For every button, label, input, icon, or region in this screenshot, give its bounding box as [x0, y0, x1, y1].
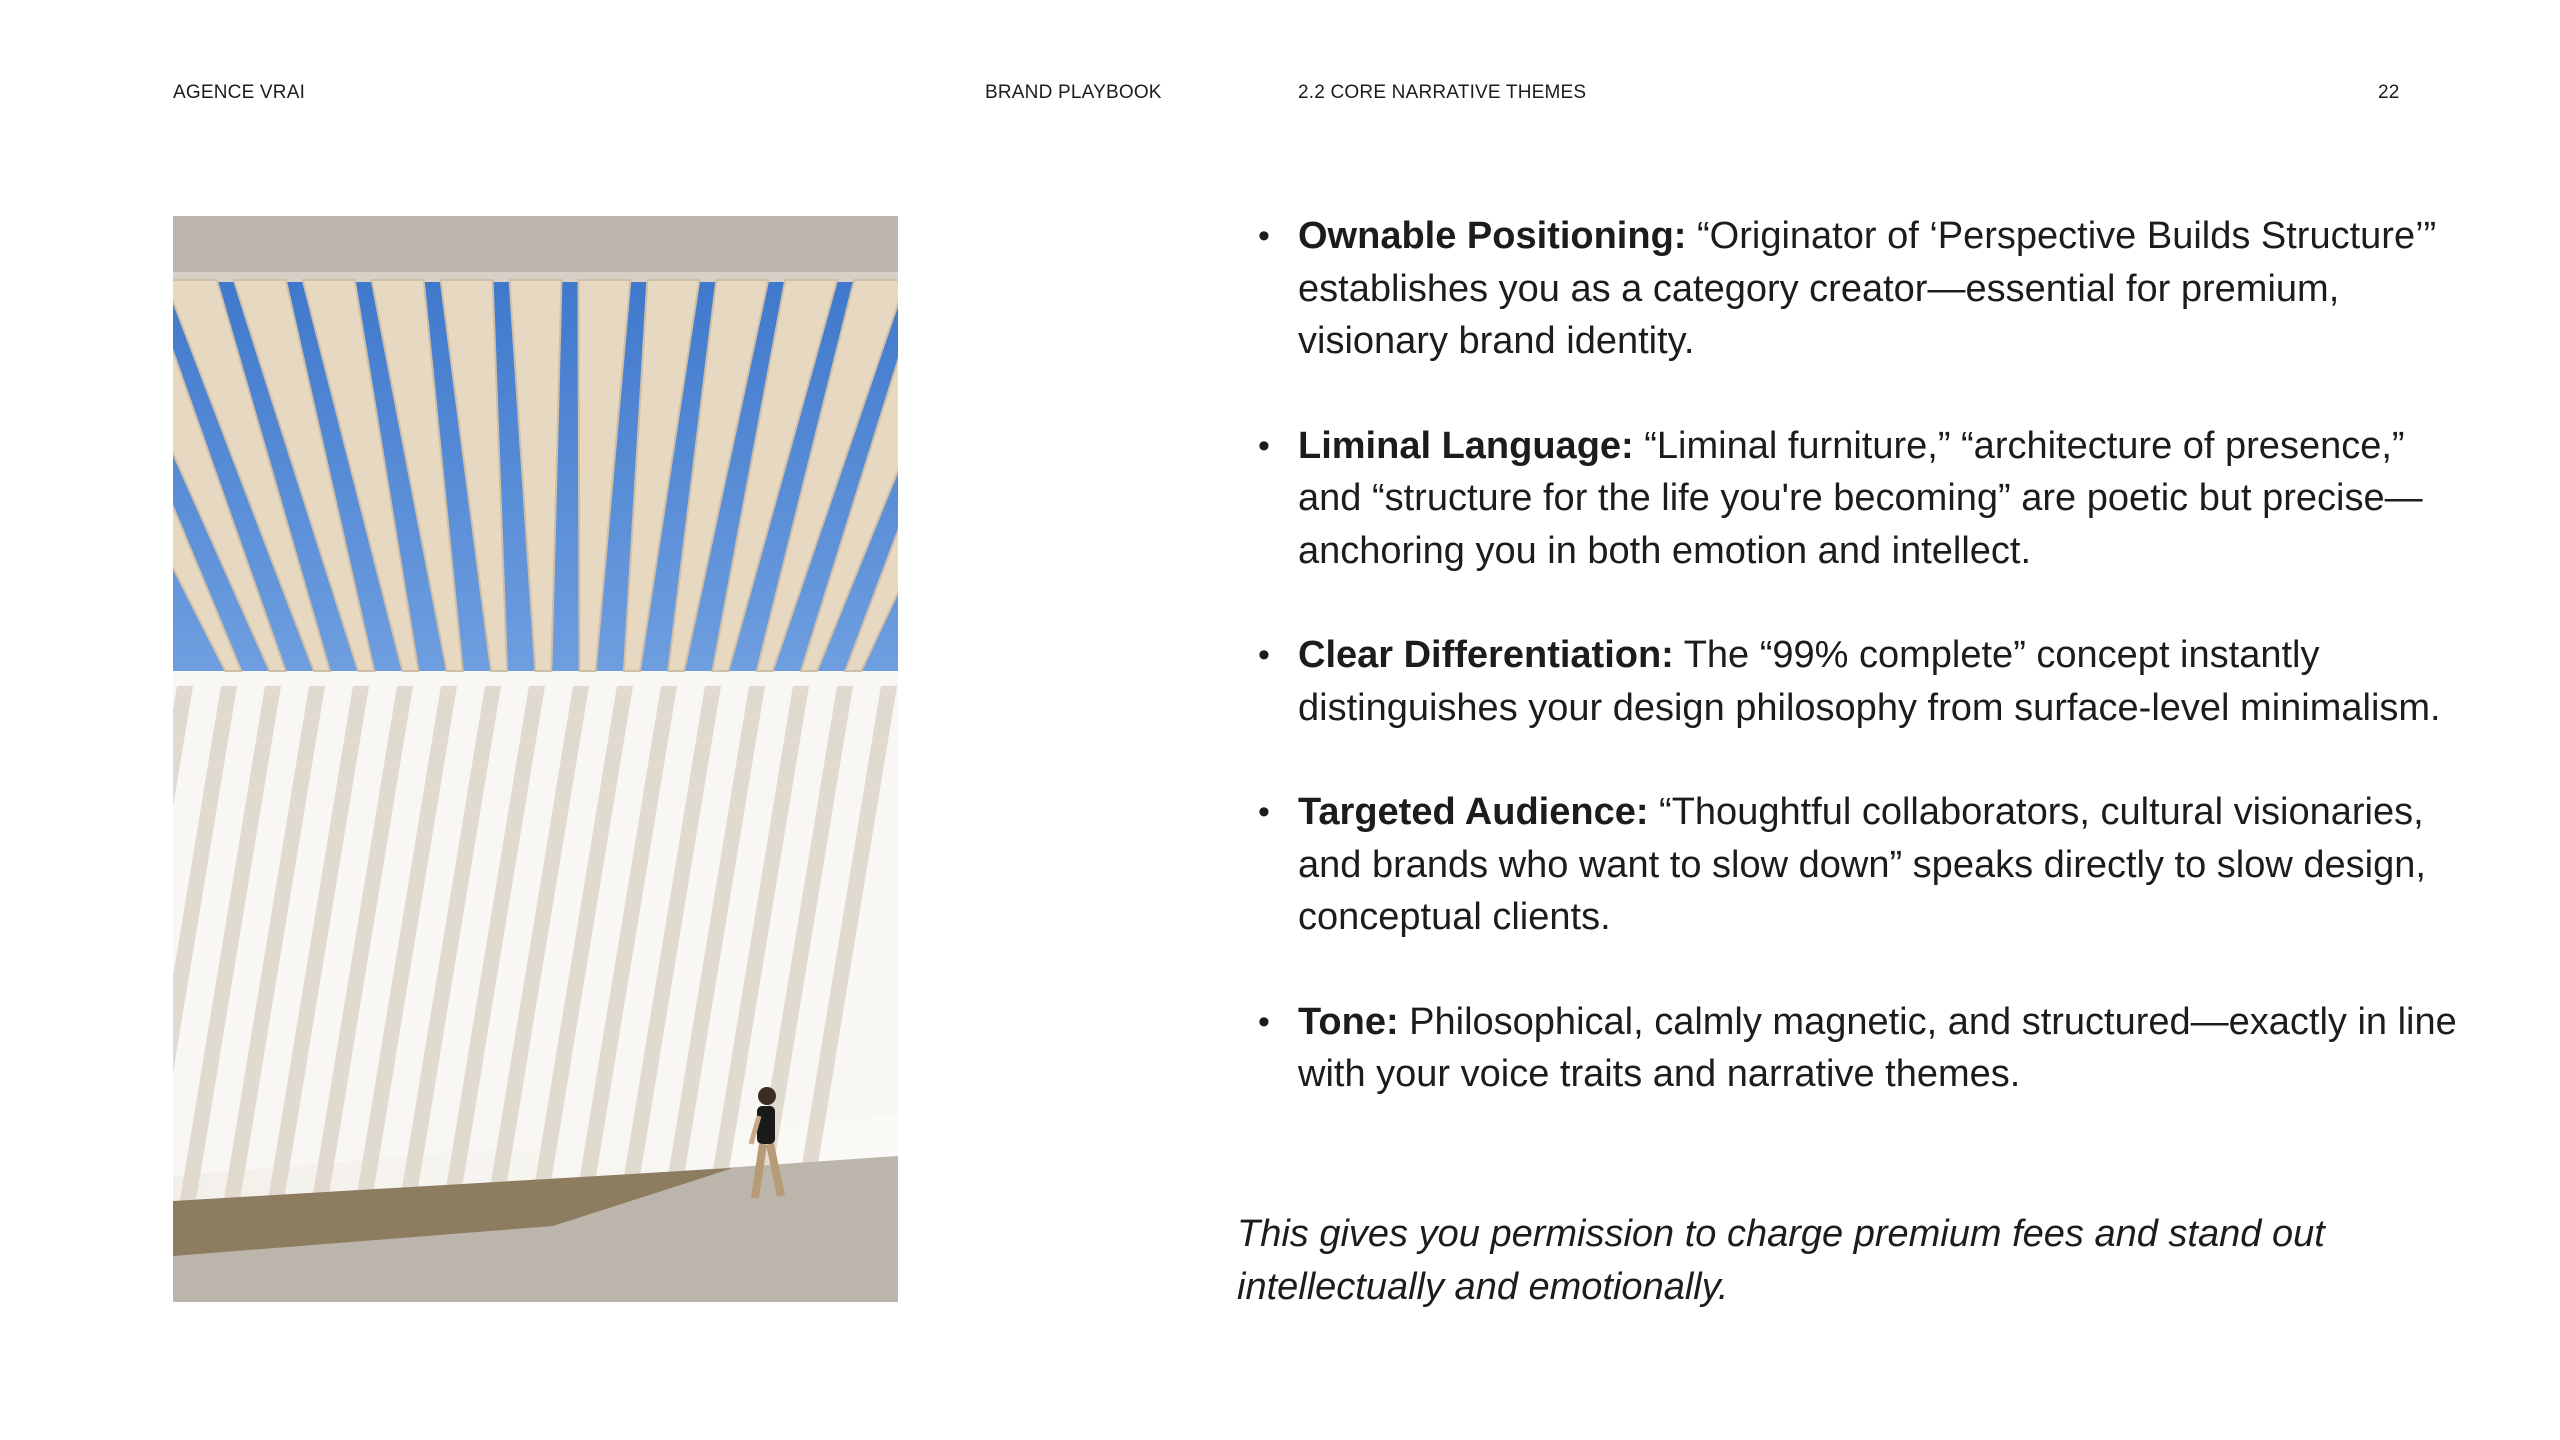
document-title: BRAND PLAYBOOK — [985, 82, 1162, 103]
list-item — [1298, 210, 2478, 368]
bullet-text: “Thoughtful collaborators, cultural visionaries, and brands who want to slow down” speaks directly to slow design, conceptual clients. — [1298, 791, 2426, 938]
bullet-label: Tone: — [1298, 1000, 1399, 1043]
page-number: 22 — [2378, 82, 2400, 103]
bullet-label: Liminal Language: — [1298, 424, 1634, 467]
bullet-text: The “99% complete” concept instantly distinguishes your design philosophy from surface-level minimalism. — [1298, 634, 2441, 729]
bullet-text: “Liminal furniture,” “architecture of presence,” and “structure for the life you're becoming” are poetic but precise—anchoring you in both emotion and intellect. — [1298, 424, 2423, 572]
list-item — [1298, 996, 2478, 1101]
agency-name: AGENCE VRAI — [173, 82, 306, 103]
bullet-label: Clear Differentiation: — [1298, 634, 1674, 676]
closing-statement: This gives you permission to charge premium fees and stand out intellectually and emotionally. — [1237, 1213, 2325, 1308]
section-title: 2.2 CORE NARRATIVE THEMES — [1298, 82, 1587, 103]
architecture-photo — [173, 216, 898, 1302]
list-item — [1298, 629, 2478, 734]
bullet-text: “Originator of ‘Perspective Builds Structure’” establishes you as a category creator—essential for premium, visionary brand identity. — [1298, 215, 2437, 362]
list-item — [1298, 786, 2478, 944]
bullet-label: Targeted Audience: — [1298, 791, 1649, 833]
list-item — [1298, 420, 2478, 578]
bullet-text: Philosophical, calmly magnetic, and structured—exactly in line with your voice traits and narrative themes. — [1298, 1000, 2457, 1095]
bullet-label: Ownable Positioning: — [1298, 215, 1687, 257]
narrative-theme-list — [1298, 210, 2478, 1153]
